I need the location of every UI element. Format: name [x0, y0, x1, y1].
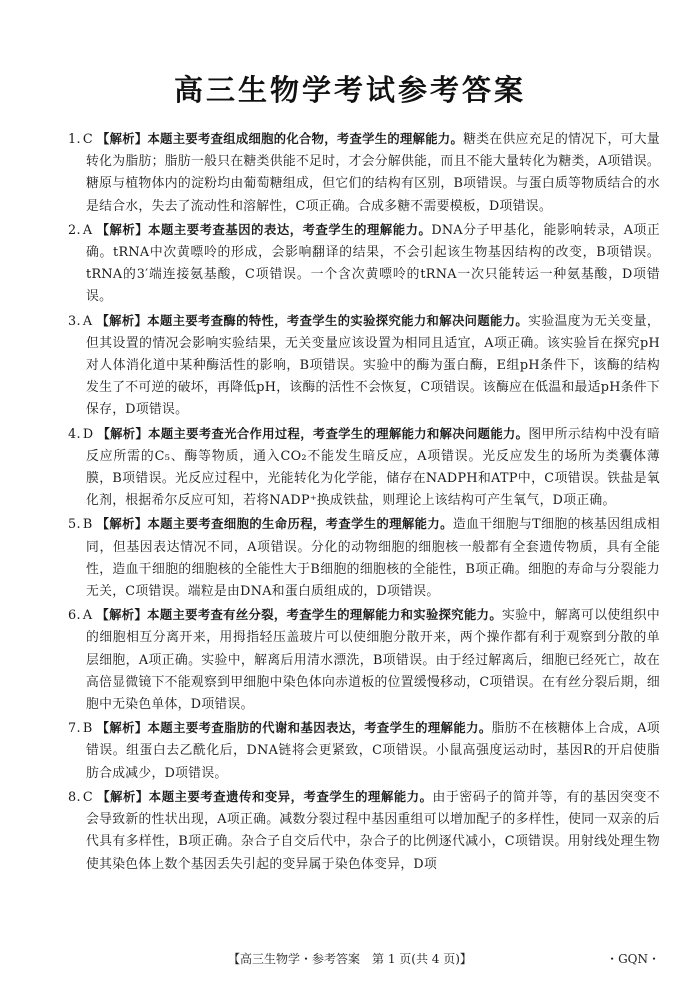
- analysis-body: 实验温度为无关变量，但其设置的情况会影响实验结果，无关变量应该设置为相同且适宜，A项正确。该实验旨在探究pH对人体消化道中某种酶活性的影响，B项错误。实验中的酶为蛋白酶，E组pH条件下，该酶的结构发生了不可逆的破坏，再降低pH，该酶的活性不会恢复，C项错误。该酶应在低温和最适pH条件下保存，D项错误。: [86, 313, 661, 418]
- answer-choice: C: [82, 789, 93, 805]
- analysis-tag: 【解析】: [96, 721, 148, 736]
- answer-choice: D: [82, 426, 94, 442]
- question-number: 5.: [68, 517, 81, 533]
- answer-choice: B: [82, 721, 93, 737]
- footer-code: ・GQN・: [606, 952, 660, 966]
- answer-item: [68, 423, 660, 513]
- analysis-lead: 本题主要考查有丝分裂，考查学生的理解能力和实验探究能力。: [147, 608, 502, 623]
- analysis-lead: 本题主要考查光合作用过程，考查学生的理解能力和解决问题能力。: [148, 426, 529, 441]
- analysis-tag: 【解析】: [96, 222, 149, 237]
- analysis-body: 脂肪不在核糖体上合成，A项错误。组蛋白去乙酰化后，DNA链将会更紧致，C项错误。小鼠高强度运动时，基因R的开启使脂肪合成减少，D项错误。: [86, 721, 660, 781]
- footer-page-info: 【高三生物学・参考答案 第 1 页(共 4 页)】: [228, 952, 472, 966]
- analysis-body: 造血干细胞与T细胞的核基因组成相同，但基因表达情况不同，A项错误。分化的动物细胞的细胞核一般都有全套遗传物质，具有全能性，造血干细胞的细胞核的全能性大于B细胞的细胞核的全能性，B项正确。细胞的寿命与分裂能力无关，C项错误。端粒是由DNA和蛋白质组成的，D项错误。: [86, 517, 661, 600]
- analysis-body: 图甲所示结构中没有暗反应所需的C₅、酶等物质，通入CO₂不能发生暗反应，A项错误。光反应发生的场所为类囊体薄膜，B项错误。光反应过程中，光能转化为化学能，储存在NADPH和ATP中，C项错误。铁盐是氧化剂，根据希尔反应可知，若将NADP⁺换成铁盐，则理论上该结构可产生氧气，D项正确。: [86, 426, 660, 509]
- analysis-lead: 本题主要考查脂肪的代谢和基因表达，考查学生的理解能力。: [147, 721, 492, 736]
- answer-item: [68, 717, 660, 785]
- question-number: 4.: [68, 426, 81, 442]
- answer-item: [68, 513, 660, 603]
- answer-item: [68, 786, 660, 876]
- question-number: 8.: [68, 789, 81, 805]
- answer-item: [68, 128, 660, 218]
- analysis-body: 糖类在供应充足的情况下，可大量转化为脂肪；脂肪一般只在糖类供能不足时，才会分解供能，而且不能大量转化为糖类，A项错误。糖原与植物体内的淀粉均由葡萄糖组成，但它们的结构有区别，B项错误。与蛋白质等物质结合的水是结合水，失去了流动性和溶解性，C项正确。合成多糖不需要模板，D项错误。: [86, 132, 660, 214]
- analysis-tag: 【解析】: [96, 313, 148, 328]
- analysis-lead: 本题主要考查细胞的生命历程，考查学生的理解能力。: [147, 517, 453, 532]
- answer-list: [68, 128, 660, 877]
- answer-choice: B: [82, 517, 93, 533]
- question-number: 1.: [68, 132, 81, 147]
- answer-choice: C: [82, 132, 93, 147]
- analysis-lead: 本题主要考查酶的特性，考查学生的实验探究能力和解决问题能力。: [147, 313, 529, 328]
- analysis-body: 由于密码子的简并等，有的基因突变不会导致新的性状出现，A项正确。减数分裂过程中基因重组可以增加配子的多样性，使同一双亲的后代具有多样性，B项正确。杂合子自交后代中，杂合子的比例逐代减小，C项错误。用射线处理生物使其染色体上数个基因丢失引起的变异属于染色体变异，D项: [86, 789, 660, 872]
- answer-choice: A: [82, 608, 93, 624]
- analysis-lead: 本题主要考查基因的表达，考查学生的理解能力。: [148, 222, 432, 237]
- analysis-body: 实验中，解离可以使组织中的细胞相互分离开来，用拇指轻压盖玻片可以使细胞分散开来，两个操作都有利于观察到分散的单层细胞，A项正确。实验中，解离后用清水漂洗，B项错误。由于经过解离后，细胞已经死亡，故在高倍显微镜下不能观察到甲细胞中染色体向赤道板的位置缓慢移动，C项错误。在有丝分裂后期，细胞中无染色单体，D项错误。: [86, 608, 661, 713]
- answer-item: [68, 219, 660, 309]
- analysis-body: DNA分子甲基化，能影响转录，A项正确。tRNA中次黄嘌呤的形成，会影响翻译的结果，不会引起该生物基因结构的改变，B项错误。tRNA的3′端连接氨基酸，C项错误。一个含次黄嘌呤的tRNA一次只能转运一种氨基酸，D项错误。: [86, 222, 661, 305]
- question-number: 7.: [68, 721, 81, 737]
- answer-item: [68, 604, 660, 716]
- question-number: 6.: [68, 608, 81, 624]
- answer-choice: A: [82, 313, 93, 329]
- analysis-tag: 【解析】: [96, 517, 148, 532]
- analysis-tag: 【解析】: [96, 132, 148, 146]
- analysis-tag: 【解析】: [97, 426, 149, 441]
- analysis-tag: 【解析】: [96, 608, 148, 623]
- analysis-lead: 本题主要考查组成细胞的化合物，考查学生的理解能力。: [147, 132, 464, 146]
- page-title: 高三生物学考试参考答案: [173, 73, 526, 107]
- analysis-lead: 本题主要考查遗传和变异，考查学生的理解能力。: [148, 789, 433, 804]
- answer-choice: A: [82, 222, 93, 238]
- question-number: 3.: [68, 313, 81, 329]
- analysis-tag: 【解析】: [96, 789, 149, 804]
- question-number: 2.: [68, 222, 81, 238]
- answer-item: [68, 310, 660, 422]
